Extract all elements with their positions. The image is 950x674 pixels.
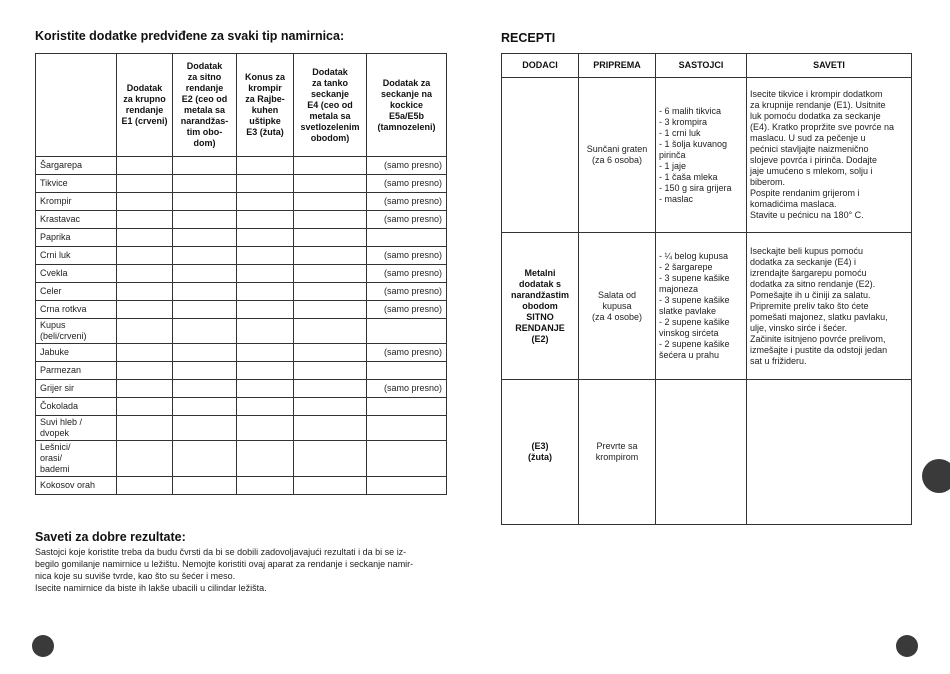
- text-line: E4 (ceo od: [307, 99, 353, 110]
- text-line: (žuta): [528, 452, 552, 462]
- dice-note: (samo presno): [367, 211, 447, 229]
- table-row: [36, 380, 447, 398]
- dice-note: (samo presno): [367, 301, 447, 319]
- text-line: Dodatak: [186, 61, 223, 71]
- empty-cell: [117, 380, 173, 398]
- text-line: ulje, vinsko sirće i šećer.: [750, 322, 848, 333]
- text-line: dom): [193, 138, 216, 148]
- header-e4: [294, 54, 367, 157]
- empty-cell: [294, 247, 367, 265]
- dice-note: (samo presno): [367, 193, 447, 211]
- header-e3: [237, 54, 294, 157]
- text-line: narandžastim: [510, 289, 570, 300]
- text-line: - 2 supene kašike: [659, 339, 730, 349]
- tips-line: begilo gomilanje namirnice u ležištu. Nemojte koristiti ovaj aparat za rendanje i seckanje namir-: [35, 559, 414, 569]
- header-ingredients: SASTOJCI: [656, 54, 747, 78]
- text-line: za krupno: [123, 94, 166, 104]
- table-row: [36, 319, 447, 344]
- dice-note: (samo presno): [367, 380, 447, 398]
- text-line: Salata od: [597, 289, 637, 300]
- recipe-row: [502, 233, 912, 380]
- recipe-ingredients: [656, 380, 747, 525]
- dice-note: [367, 416, 447, 441]
- text-line: (E3): [531, 441, 549, 451]
- empty-cell: [294, 362, 367, 380]
- empty-cell: [294, 283, 367, 301]
- text-line: tim obo-: [186, 127, 223, 137]
- dice-note: (samo presno): [367, 344, 447, 362]
- text-line: seckanje na: [380, 88, 433, 99]
- text-line: Dodatak: [312, 66, 348, 77]
- empty-cell: [237, 247, 294, 265]
- text-line: - 6 malih tikvica: [659, 105, 722, 116]
- empty-cell: [117, 416, 173, 441]
- text-line: slatke pavlake: [659, 306, 717, 316]
- empty-cell: [173, 441, 237, 477]
- recipe-accessory: [502, 233, 579, 380]
- text-line: Tikvice: [40, 178, 68, 188]
- text-line: Grijer sir: [40, 383, 74, 393]
- empty-cell: [173, 193, 237, 211]
- dice-note: [367, 441, 447, 477]
- empty-cell: [173, 380, 237, 398]
- table-row: [36, 441, 447, 477]
- empty-cell: [294, 344, 367, 362]
- recipe-ingredients: [656, 233, 747, 380]
- text-line: Crni luk: [40, 250, 71, 260]
- empty-cell: [117, 265, 173, 283]
- text-line: Lešnici/: [40, 442, 71, 452]
- text-line: luk pomoću dodatka za seckanje: [750, 111, 881, 121]
- text-line: Krastavac: [40, 214, 81, 224]
- header-accessories: DODACI: [502, 54, 579, 78]
- text-line: rendanje: [125, 105, 164, 115]
- table-row: [36, 301, 447, 319]
- recipe-preparation: [579, 380, 656, 525]
- empty-cell: [237, 157, 294, 175]
- empty-cell: [237, 398, 294, 416]
- empty-cell: [237, 344, 294, 362]
- empty-cell: [294, 398, 367, 416]
- table-row: [36, 283, 447, 301]
- recipe-row: [502, 78, 912, 233]
- text-line: za krupnije rendanje (E1). Usitnite: [750, 100, 886, 110]
- text-line: Pospite rendanim grijerom i: [750, 188, 860, 198]
- dice-note: (samo presno): [367, 283, 447, 301]
- text-line: za Rajbe-: [245, 94, 285, 104]
- text-line: - 1 šolja kuvanog: [659, 138, 728, 149]
- empty-cell: [173, 398, 237, 416]
- table-row: [36, 344, 447, 362]
- food-name: [36, 175, 117, 193]
- text-line: - 3 krompira: [659, 116, 708, 127]
- accessory-section-title: Koristite dodatke predviđene za svaki tip namirnica:: [35, 29, 345, 43]
- text-line: maslacu. U sud za pečenje u: [750, 133, 866, 143]
- text-line: Isecite tikvice i krompir dodatkom: [750, 89, 883, 99]
- text-line: biberom.: [750, 177, 786, 187]
- empty-cell: [237, 193, 294, 211]
- text-line: - 150 g sira grijera: [659, 182, 732, 193]
- text-line: SITNO: [526, 311, 554, 322]
- empty-cell: [237, 211, 294, 229]
- empty-cell: [117, 175, 173, 193]
- empty-cell: [117, 211, 173, 229]
- empty-cell: [173, 247, 237, 265]
- empty-cell: [117, 319, 173, 344]
- text-line: majoneza: [659, 284, 699, 294]
- food-name: [36, 344, 117, 362]
- text-line: Jabuke: [40, 347, 70, 357]
- text-line: sat u frižideru.: [750, 355, 807, 366]
- text-line: kuhen: [251, 105, 279, 115]
- dice-note: [367, 362, 447, 380]
- text-line: pomešati majonez, slatku pavlaku,: [750, 311, 888, 322]
- text-line: metala sa: [183, 105, 226, 115]
- text-line: - ¼ belog kupusa: [659, 251, 729, 261]
- empty-cell: [237, 416, 294, 441]
- text-line: dodatka za sitno rendanje (E2).: [750, 278, 876, 289]
- empty-cell: [237, 175, 294, 193]
- table-row: [36, 247, 447, 265]
- food-name: [36, 362, 117, 380]
- recipe-ingredients: [656, 78, 747, 233]
- table-row: [36, 398, 447, 416]
- food-name: [36, 416, 117, 441]
- empty-cell: [117, 362, 173, 380]
- dice-note: [367, 477, 447, 495]
- text-line: (E2): [531, 333, 549, 344]
- text-line: Celer: [40, 286, 62, 296]
- dice-note: [367, 319, 447, 344]
- empty-cell: [237, 283, 294, 301]
- empty-cell: [117, 477, 173, 495]
- table-row: [36, 265, 447, 283]
- text-line: krompir: [248, 83, 282, 93]
- text-line: E2 (ceo od: [181, 94, 228, 104]
- empty-cell: [237, 477, 294, 495]
- text-line: E5a/E5b: [388, 110, 425, 121]
- empty-cell: [173, 416, 237, 441]
- table-row: [36, 416, 447, 441]
- text-line: Čokolada: [40, 401, 79, 411]
- food-name: [36, 247, 117, 265]
- food-name: [36, 319, 117, 344]
- text-line: slojeve povrća i pirinča. Dodajte: [750, 155, 878, 165]
- empty-cell: [173, 301, 237, 319]
- empty-cell: [237, 229, 294, 247]
- empty-cell: [294, 265, 367, 283]
- text-line: Crna rotkva: [40, 304, 87, 314]
- food-name: [36, 441, 117, 477]
- empty-cell: [173, 157, 237, 175]
- food-name: [36, 157, 117, 175]
- text-line: izrendajte šargarepu pomoću: [750, 267, 867, 278]
- recipe-tips: [747, 233, 912, 380]
- recipe-accessory: [502, 380, 579, 525]
- text-line: komadićima maslaca.: [750, 199, 837, 209]
- text-line: Začinite isitnjeno povrće prelivom,: [750, 333, 886, 344]
- text-line: Kupus: [40, 320, 66, 330]
- header-tips: SAVETI: [747, 54, 912, 78]
- chapter-tab-marker: [922, 459, 950, 493]
- text-line: za tanko: [311, 77, 348, 88]
- table-row: [36, 477, 447, 495]
- recipe-accessory: [502, 78, 579, 233]
- text-line: - 1 crni luk: [659, 127, 701, 138]
- recipe-preparation: [579, 78, 656, 233]
- text-line: - 2 supene kašike: [659, 317, 730, 327]
- table-row: [36, 211, 447, 229]
- empty-cell: [294, 477, 367, 495]
- text-line: Prevrte sa: [596, 441, 638, 451]
- food-name: [36, 265, 117, 283]
- text-line: bademi: [40, 464, 70, 474]
- food-name: [36, 193, 117, 211]
- empty-cell: [294, 380, 367, 398]
- recipe-row: [502, 380, 912, 525]
- empty-cell: [173, 344, 237, 362]
- text-line: RENDANJE: [515, 322, 565, 333]
- empty-cell: [294, 301, 367, 319]
- recipe-preparation: [579, 233, 656, 380]
- text-line: Metalni: [524, 267, 556, 278]
- text-line: (tamnozeleni): [377, 121, 436, 132]
- text-line: Stavite u pećnicu na 180° C.: [750, 210, 864, 220]
- table-row: [36, 193, 447, 211]
- text-line: - 3 supene kašike: [659, 295, 730, 305]
- empty-cell: [237, 319, 294, 344]
- empty-cell: [237, 362, 294, 380]
- text-line: Pripremite preliv tako što ćete: [750, 300, 869, 311]
- text-line: svetlozelenim: [300, 121, 360, 132]
- text-line: seckanje: [310, 88, 350, 99]
- empty-cell: [173, 265, 237, 283]
- text-line: Krompir: [40, 196, 72, 206]
- tips-line: nica koje su suviše tvrde, kao što su šećer i meso.: [35, 571, 236, 581]
- text-line: Konus za: [244, 72, 285, 82]
- empty-cell: [173, 477, 237, 495]
- text-line: Pomešajte ih u činiji za salatu.: [750, 289, 871, 300]
- text-line: uštipke: [249, 116, 281, 126]
- empty-cell: [173, 211, 237, 229]
- empty-cell: [237, 265, 294, 283]
- dice-note: [367, 398, 447, 416]
- text-line: E3 (žuta): [246, 127, 284, 137]
- tips-text: [35, 546, 455, 594]
- text-line: dvopek: [40, 428, 70, 438]
- text-line: Šargarepa: [40, 160, 83, 170]
- text-line: - maslac: [659, 193, 694, 204]
- accessory-table: [35, 53, 447, 495]
- dice-note: (samo presno): [367, 247, 447, 265]
- recipe-tips: [747, 380, 912, 525]
- empty-cell: [294, 193, 367, 211]
- empty-cell: [117, 247, 173, 265]
- empty-cell: [294, 175, 367, 193]
- text-line: Dodatak za: [382, 77, 431, 88]
- text-line: dodatak s: [518, 278, 561, 289]
- text-line: orasi/: [40, 453, 63, 463]
- recipe-header-row: [502, 54, 912, 78]
- empty-cell: [173, 362, 237, 380]
- text-line: Cvekla: [40, 268, 68, 278]
- text-line: kupusa: [602, 300, 632, 311]
- text-line: Parmezan: [40, 365, 82, 375]
- empty-cell: [117, 441, 173, 477]
- table-row: [36, 157, 447, 175]
- empty-cell: [237, 380, 294, 398]
- text-line: dodatka za seckanje (E4) i: [750, 256, 857, 267]
- empty-cell: [173, 319, 237, 344]
- empty-cell: [117, 283, 173, 301]
- text-line: metala sa: [309, 110, 351, 121]
- tips-line: Sastojci koje koristite treba da budu čvrsti da bi se dobili zadovoljavajući rezultati i da bi se iz-: [35, 547, 407, 557]
- food-name: [36, 211, 117, 229]
- tips-title: Saveti za dobre rezultate:: [35, 530, 186, 544]
- text-line: (beli/crveni): [40, 331, 87, 341]
- text-line: šećera u prahu: [659, 350, 720, 360]
- text-line: - 1 čaša mleka: [659, 171, 718, 182]
- text-line: Dodatak: [126, 83, 163, 93]
- page-marker-right: [896, 635, 918, 657]
- text-line: (za 4 osobe): [591, 311, 643, 322]
- text-line: pećnici stavljajte naizmenično: [750, 144, 869, 154]
- tips-line: Isecite namirnice da biste ih lakše ubacili u cilindar ležišta.: [35, 583, 267, 593]
- recipe-tips: [747, 78, 912, 233]
- empty-cell: [294, 157, 367, 175]
- text-line: obodom): [310, 132, 350, 143]
- text-line: Kokosov orah: [40, 480, 96, 490]
- text-line: za sitno: [187, 72, 222, 82]
- text-line: Suvi hleb /: [40, 417, 83, 427]
- empty-cell: [294, 211, 367, 229]
- text-line: narandžas-: [180, 116, 229, 126]
- empty-cell: [117, 301, 173, 319]
- food-name: [36, 380, 117, 398]
- text-line: izmešajte i pustite da odstoji jedan: [750, 344, 888, 355]
- food-name: [36, 301, 117, 319]
- text-line: rendanje: [185, 83, 224, 93]
- empty-cell: [173, 283, 237, 301]
- empty-cell: [117, 229, 173, 247]
- table-row: [36, 362, 447, 380]
- empty-cell: [117, 344, 173, 362]
- empty-cell: [117, 398, 173, 416]
- text-line: - 3 supene kašike: [659, 273, 730, 283]
- header-food: [36, 54, 117, 157]
- text-line: (za 6 osoba): [591, 155, 643, 165]
- text-line: kockice: [389, 99, 424, 110]
- table-row: [36, 229, 447, 247]
- dice-note: (samo presno): [367, 157, 447, 175]
- text-line: - 2 šargarepe: [659, 262, 713, 272]
- food-name: [36, 229, 117, 247]
- text-line: pirinča: [659, 149, 686, 160]
- empty-cell: [173, 229, 237, 247]
- recipe-table: [501, 53, 912, 525]
- food-name: [36, 283, 117, 301]
- header-e2: [173, 54, 237, 157]
- table-row: [36, 175, 447, 193]
- empty-cell: [294, 319, 367, 344]
- food-name: [36, 398, 117, 416]
- text-line: (E4). Kratko propržite sve povrće na: [750, 122, 895, 132]
- food-name: [36, 477, 117, 495]
- empty-cell: [294, 229, 367, 247]
- page-marker-left: [32, 635, 54, 657]
- dice-note: [367, 229, 447, 247]
- empty-cell: [117, 193, 173, 211]
- text-line: Iseckajte beli kupus pomoću: [750, 245, 864, 256]
- text-line: Sunčani graten: [586, 144, 648, 154]
- empty-cell: [173, 175, 237, 193]
- text-line: vinskog sirćeta: [659, 328, 719, 338]
- text-line: E1 (crveni): [121, 116, 168, 126]
- text-line: - 1 jaje: [659, 160, 687, 171]
- accessory-header-row: [36, 54, 447, 157]
- header-e5: [367, 54, 447, 157]
- empty-cell: [237, 301, 294, 319]
- text-line: krompirom: [595, 452, 639, 462]
- text-line: Paprika: [40, 232, 71, 242]
- text-line: jaje umućeno s mlekom, solju i: [750, 166, 873, 176]
- dice-note: (samo presno): [367, 265, 447, 283]
- text-line: obodom: [522, 300, 558, 311]
- empty-cell: [117, 157, 173, 175]
- empty-cell: [237, 441, 294, 477]
- header-preparation: PRIPREMA: [579, 54, 656, 78]
- header-e1: [117, 54, 173, 157]
- empty-cell: [294, 416, 367, 441]
- dice-note: (samo presno): [367, 175, 447, 193]
- empty-cell: [294, 441, 367, 477]
- recipes-title: RECEPTI: [501, 31, 556, 45]
